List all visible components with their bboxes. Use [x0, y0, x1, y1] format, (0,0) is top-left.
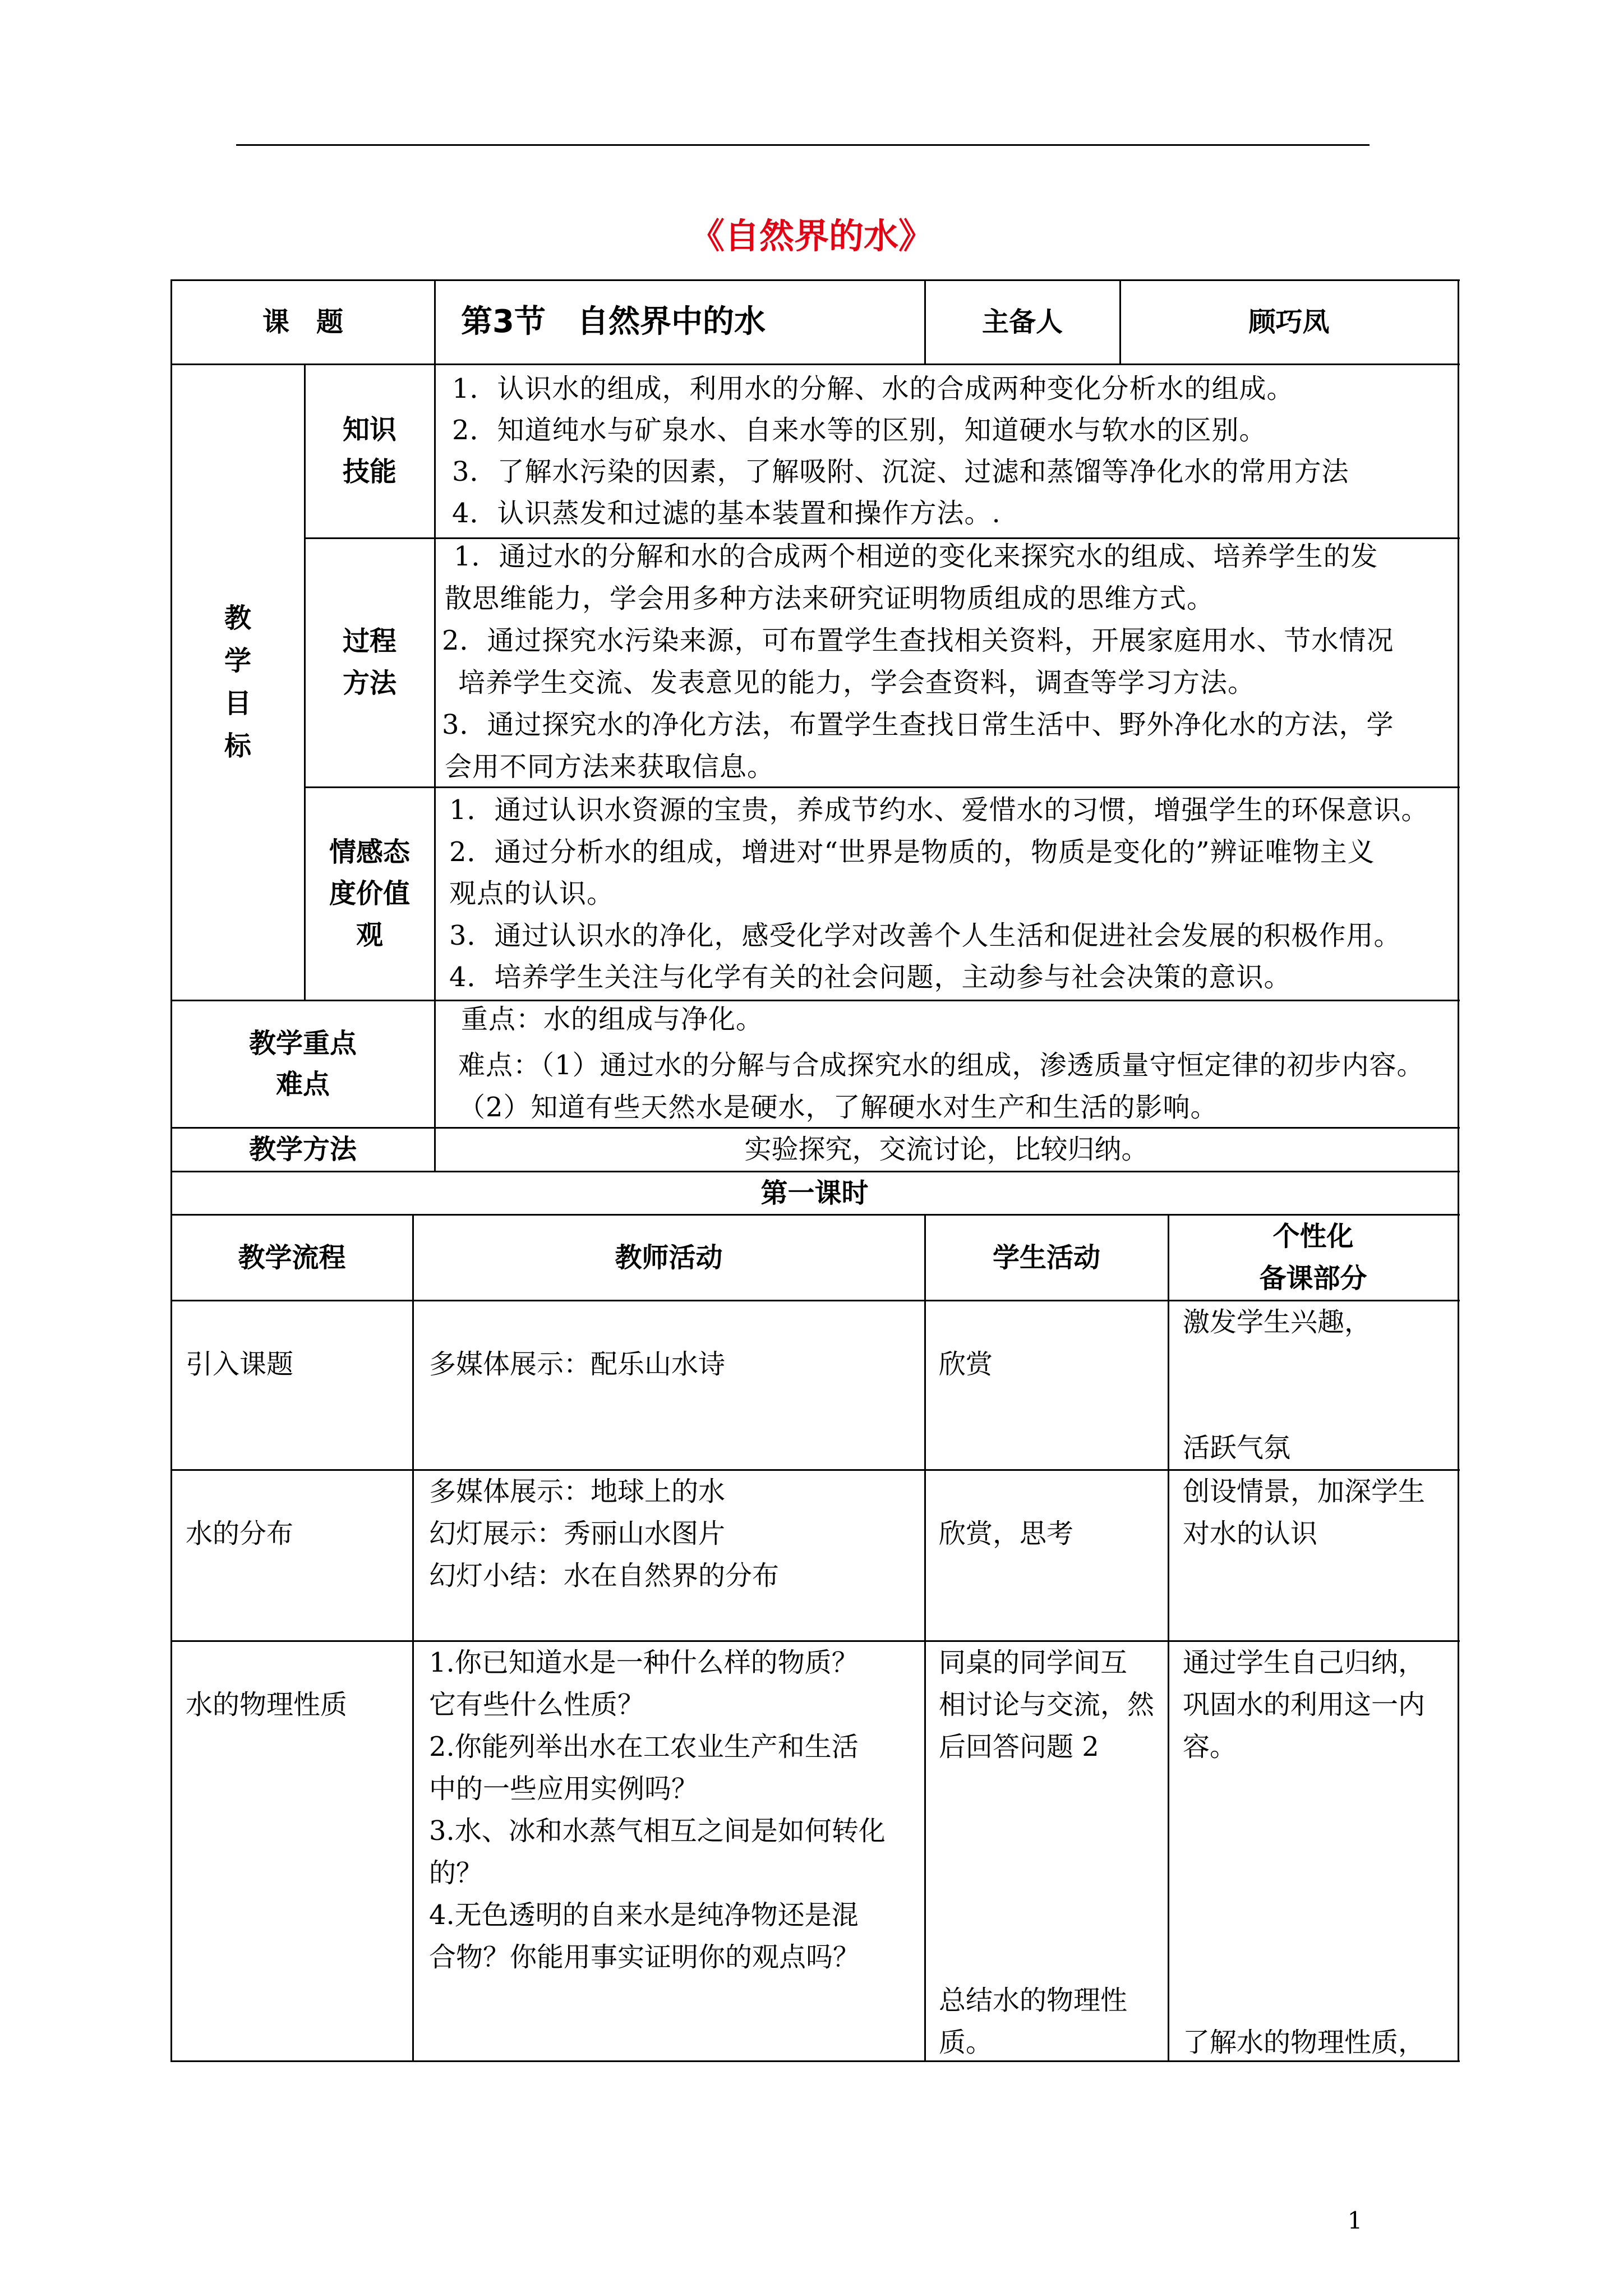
doc-title: 《自然界的水》: [689, 215, 933, 256]
process-line: 2．通过探究水污染来源，可布置学生查找相关资料，开展家庭用水、节水情况: [442, 625, 1394, 656]
key-points-label-line: 教学重点: [248, 1027, 357, 1059]
method-label: 教学方法: [248, 1134, 357, 1165]
flow-teacher-line: 它有些什么性质？: [429, 1689, 645, 1720]
knowledge-line: 1．认识水的组成，利用水的分解、水的合成两种变化分析水的组成。: [452, 373, 1294, 404]
attitude-label-line: 情感态: [329, 836, 410, 868]
flow-header-notes: [1168, 1214, 1458, 1300]
flow-header-notes-line: 个性化: [1272, 1220, 1354, 1252]
attitude-label-line: 观: [356, 919, 383, 951]
attitude-label-line: 度价值: [329, 878, 410, 909]
flow-teacher-line: 3.水、冰和水蒸气相互之间是如何转化: [429, 1815, 886, 1847]
process-line: 会用不同方法来获取信息。: [445, 751, 775, 783]
lesson-topic: 第3节 自然界中的水: [461, 303, 766, 340]
flow-teacher-line: 幻灯小结：水在自然界的分布: [429, 1560, 780, 1591]
topic-label: 课 题: [262, 306, 343, 338]
attitude-line: 2．通过分析水的组成，增进对“世界是物质的，物质是变化的”辨证唯物主义: [449, 836, 1375, 868]
process-line: 3．通过探究水的净化方法，布置学生查找日常生活中、野外净化水的方法，学: [442, 709, 1394, 740]
flow-student-line: 总结水的物理性: [939, 1985, 1128, 2016]
flow-notes-cell: [1183, 1642, 1425, 1768]
table-rule: [412, 1214, 414, 2062]
objectives-label: [171, 364, 305, 1000]
flow-notes-cell: [1183, 1471, 1425, 1555]
flow-notes-line: 对水的认识: [1183, 1518, 1318, 1549]
attitude-line: 观点的认识。: [449, 878, 615, 909]
flow-step: 水的分布: [186, 1518, 294, 1549]
flow-teacher-line: 4.无色透明的自来水是纯净物还是混: [429, 1899, 859, 1931]
process-line: 1．通过水的分解和水的合成两个相逆的变化来探究水的组成、培养学生的发: [454, 541, 1378, 572]
key-point-line: 重点：水的组成与净化。: [461, 1004, 764, 1035]
flow-teacher-line: 2.你能列举出水在工农业生产和生活: [429, 1731, 859, 1763]
knowledge-line: 3．了解水污染的因素，了解吸附、沉淀、过滤和蒸馏等净化水的常用方法: [452, 456, 1349, 487]
key-point-line: 难点：（1）通过水的分解与合成探究水的组成，渗透质量守恒定律的初步内容。: [458, 1050, 1424, 1081]
flow-student-line: 质。: [939, 2027, 993, 2058]
flow-notes-line: 激发学生兴趣，: [1183, 1306, 1372, 1338]
flow-student-line: 欣赏，思考: [939, 1518, 1074, 1549]
flow-step: 引入课题: [186, 1349, 294, 1380]
flow-student-line: 欣赏: [939, 1349, 993, 1380]
flow-notes-line: 巩固水的利用这一内: [1183, 1689, 1426, 1720]
header-rule: [236, 144, 1370, 146]
knowledge-label: [305, 364, 435, 538]
flow-notes-line: 创设情景，加深学生: [1183, 1476, 1426, 1507]
attitude-content: [449, 789, 1429, 999]
flow-teacher-cell: [429, 1642, 886, 1978]
attitude-line: 1．通过认识水资源的宝贵，养成节约水、爱惜水的习惯，增强学生的环保意识。: [449, 794, 1429, 826]
knowledge-line: 4．认识蒸发和过滤的基本装置和操作方法。.: [452, 498, 1001, 529]
flow-header-step: 教学流程: [238, 1241, 346, 1273]
process-line: 培养学生交流、发表意见的能力，学会查资料，调查等学习方法。: [458, 667, 1256, 698]
objectives-label-char: 学: [224, 645, 251, 677]
table-rule: [1168, 1214, 1169, 2062]
flow-header-student: 学生活动: [992, 1241, 1100, 1273]
flow-teacher-line: 合物？你能用事实证明你的观点吗？: [429, 1941, 860, 1973]
key-points-label-line: 难点: [275, 1068, 330, 1100]
attitude-line: 4．培养学生关注与化学有关的社会问题，主动参与社会决策的意识。: [449, 961, 1292, 993]
flow-student-cell: [939, 1642, 1154, 1768]
flow-teacher-line: 幻灯展示：秀丽山水图片: [429, 1518, 726, 1549]
table-rule: [924, 1214, 926, 2062]
flow-teacher-line: 多媒体展示：地球上的水: [429, 1476, 726, 1507]
knowledge-line: 2．知道纯水与矿泉水、自来水等的区别，知道硬水与软水的区别。: [452, 415, 1267, 446]
method-value: 实验探究，交流讨论，比较归纳。: [744, 1134, 1149, 1165]
process-label-line: 过程: [342, 625, 396, 657]
flow-student-line: 相讨论与交流，然: [939, 1689, 1155, 1720]
page-number: 1: [1347, 2207, 1363, 2234]
flow-teacher-line: 的？: [429, 1857, 483, 1889]
flow-notes-line: 活跃气氛: [1183, 1432, 1291, 1464]
attitude-line: 3．通过认识水的净化，感受化学对改善个人生活和促进社会发展的积极作用。: [449, 919, 1401, 951]
knowledge-label-line: 知识: [342, 414, 396, 445]
flow-notes-line: 了解水的物理性质，: [1183, 2027, 1426, 2058]
flow-student-cell: [939, 1980, 1127, 2064]
flow-step: 水的物理性质: [186, 1689, 348, 1720]
objectives-label-char: 目: [224, 688, 251, 719]
flow-teacher-line: 中的一些应用实例吗？: [429, 1773, 699, 1805]
flow-teacher-cell: [429, 1471, 779, 1597]
key-points-label: [171, 1000, 435, 1128]
flow-teacher-line: 多媒体展示：配乐山水诗: [429, 1349, 726, 1380]
preparer-name: 顾巧凤: [1248, 306, 1330, 338]
flow-teacher-line: 1.你已知道水是一种什么样的物质？: [429, 1647, 859, 1678]
flow-header-teacher: 教师活动: [615, 1241, 723, 1273]
process-label-line: 方法: [342, 668, 396, 699]
objectives-label-char: 标: [224, 730, 251, 762]
flow-header-notes-line: 备课部分: [1259, 1262, 1367, 1294]
preparer-label: 主备人: [981, 306, 1063, 338]
process-label: [305, 538, 435, 787]
attitude-label: [305, 787, 435, 1000]
key-point-line: （2）知道有些天然水是硬水，了解硬水对生产和生活的影响。: [458, 1092, 1218, 1123]
session-title: 第一课时: [760, 1177, 869, 1209]
flow-notes-line: 通过学生自己归纳，: [1183, 1647, 1426, 1678]
flow-student-line: 后回答问题 2: [939, 1731, 1099, 1763]
process-content: [442, 536, 1394, 788]
flow-notes-line: 容。: [1183, 1731, 1237, 1763]
objectives-label-char: 教: [224, 602, 251, 634]
process-line: 散思维能力，学会用多种方法来研究证明物质组成的思维方式。: [445, 583, 1215, 614]
knowledge-label-line: 技能: [342, 456, 396, 487]
flow-student-line: 同桌的同学间互: [939, 1647, 1128, 1678]
knowledge-content: [452, 368, 1349, 534]
